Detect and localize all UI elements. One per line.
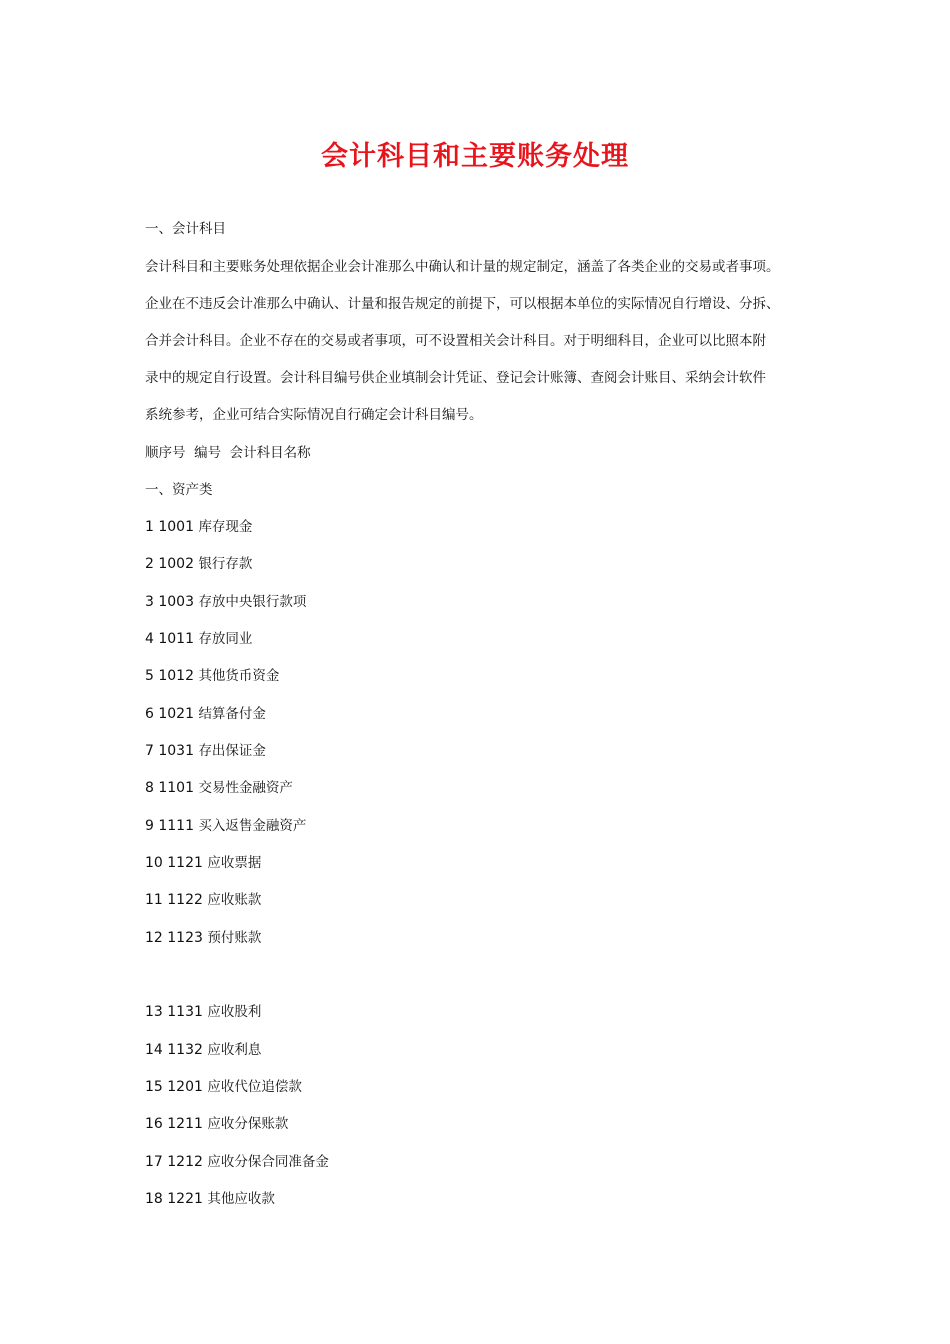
document-title: 会计科目和主要账务处理 — [321, 141, 629, 172]
list-item — [145, 739, 266, 759]
account-number-code: 15 1201 — [145, 1079, 208, 1095]
account-number-code: 12 1123 — [145, 930, 208, 946]
account-number-code: 5 1012 — [145, 668, 199, 684]
intro-line: 企业在不违反会计准那么中确认、计量和报告规定的前提下，可以根据本单位的实际情况自行增设、分拆、 — [145, 296, 780, 312]
account-name: 存放中央银行款项 — [198, 594, 307, 610]
account-name: 应收分保合同准备金 — [207, 1154, 329, 1170]
intro-line: 合并会计科目。企业不存在的交易或者事项，可不设置相关会计科目。对于明细科目，企业可以比照本附 — [145, 333, 766, 349]
list-item — [145, 776, 293, 796]
list-item — [145, 851, 261, 871]
account-name: 预付账款 — [207, 930, 262, 946]
list-item — [145, 926, 261, 946]
account-name: 应收利息 — [207, 1042, 262, 1058]
account-name: 其他应收款 — [207, 1191, 275, 1207]
account-number-code: 8 1101 — [145, 780, 199, 796]
account-number-code: 11 1122 — [145, 892, 208, 908]
account-number-code: 10 1121 — [145, 855, 208, 871]
section-heading: 一、会计科目 — [145, 221, 226, 237]
table-header: 顺序号 编号 会计科目名称 — [145, 445, 311, 461]
account-number-code: 4 1011 — [145, 631, 199, 647]
account-number-code: 16 1211 — [145, 1116, 208, 1132]
account-number-code: 18 1221 — [145, 1191, 208, 1207]
account-number-code: 6 1021 — [145, 706, 199, 722]
account-name: 存出保证金 — [198, 743, 266, 759]
list-item — [145, 1038, 261, 1058]
account-number-code: 1 1001 — [145, 519, 199, 535]
account-name: 应收分保账款 — [207, 1116, 289, 1132]
intro-line: 系统参考，企业可结合实际情况自行确定会计科目编号。 — [145, 407, 483, 423]
account-name: 库存现金 — [198, 519, 253, 535]
list-item — [145, 552, 252, 572]
account-number-code: 2 1002 — [145, 556, 199, 572]
account-name: 存放同业 — [198, 631, 253, 647]
account-number-code: 3 1003 — [145, 594, 199, 610]
account-number-code: 14 1132 — [145, 1042, 208, 1058]
list-item — [145, 814, 306, 834]
list-item — [145, 702, 266, 722]
list-item — [145, 888, 261, 908]
intro-line: 录中的规定自行设置。会计科目编号供企业填制会计凭证、登记会计账簿、查阅会计账目、采纳会计软件 — [145, 370, 766, 386]
account-name: 买入返售金融资产 — [198, 818, 307, 834]
account-name: 交易性金融资产 — [198, 780, 293, 796]
list-item — [145, 515, 252, 535]
account-name: 结算备付金 — [198, 706, 266, 722]
account-number-code: 9 1111 — [145, 818, 199, 834]
account-number-code: 17 1212 — [145, 1154, 208, 1170]
list-item — [145, 1112, 288, 1132]
account-name: 应收股利 — [207, 1004, 262, 1020]
intro-line: 会计科目和主要账务处理依据企业会计准那么中确认和计量的规定制定，涵盖了各类企业的交易或者事项。 — [145, 259, 780, 275]
list-item — [145, 1000, 261, 1020]
list-item — [145, 1187, 275, 1207]
list-item — [145, 1150, 329, 1170]
category-heading: 一、资产类 — [145, 482, 213, 498]
list-item — [145, 1075, 302, 1095]
account-number-code: 13 1131 — [145, 1004, 208, 1020]
list-item — [145, 590, 306, 610]
account-number-code: 7 1031 — [145, 743, 199, 759]
list-item — [145, 627, 252, 647]
account-name: 应收代位追偿款 — [207, 1079, 302, 1095]
account-name: 其他货币资金 — [198, 668, 280, 684]
list-item — [145, 664, 279, 684]
account-name: 应收账款 — [207, 892, 262, 908]
account-name: 应收票据 — [207, 855, 262, 871]
account-name: 银行存款 — [198, 556, 253, 572]
